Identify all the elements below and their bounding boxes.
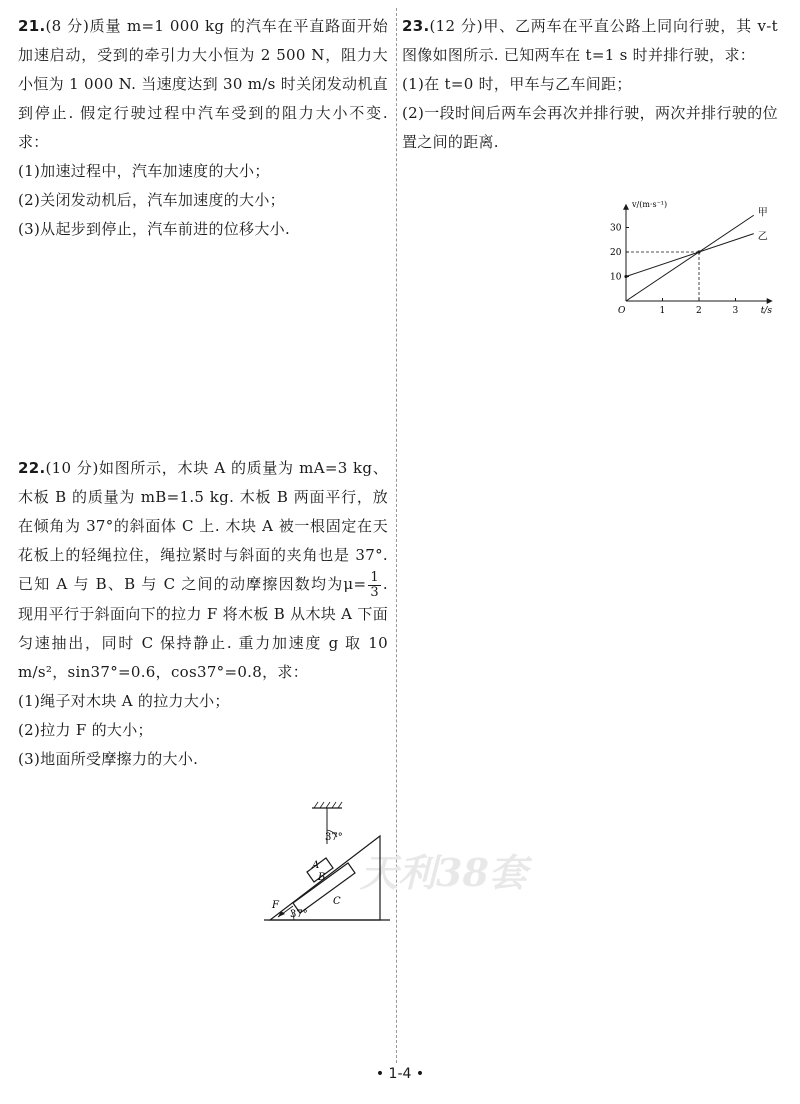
question-stem-continued: . 现用平行于斜面向下的拉力 F 将木板 B 从木块 A 下面匀速抽出，同时 C 保持静止. 重力加速度 g 取 10 m/s²，sin37°=0.6，cos37°=0.8，求： [18,575,388,681]
y-tick-label: 20 [610,248,622,258]
y-tick-label: 30 [610,223,622,234]
intersection-point [697,250,700,253]
question-part: (1)绳子对木块 A 的拉力大小； [18,691,230,710]
x-axis-arrow-icon [767,298,773,304]
x-axis-label: t/s [760,306,772,316]
page-number: • 1-4 • [375,1066,425,1082]
question-part: (2)拉力 F 的大小； [18,720,153,739]
question-stem: (8 分)质量 m=1 000 kg 的汽车在平直路面开始加速启动，受到的牵引力大小恒为 2 500 N，阻力大小恒为 1 000 N. 当速度达到 30 m/s 时关闭发动机直到停止. 假定行驶过程中汽车受到的阻力大小不变. 求： [18,17,388,151]
series-line [626,234,754,277]
y-tick-label: 10 [610,272,622,283]
mu-fraction: $\frac{1}{3}$ [370,569,379,600]
incline-diagram [260,800,527,930]
x-tick-label: 3 [732,306,739,316]
vt-graph [600,196,790,326]
watermark: 天利38套 [360,850,527,895]
origin-label: O [618,306,626,316]
question-part: (1)加速过程中，汽车加速度的大小； [18,162,270,180]
series-start-point [624,275,627,278]
question-22 [18,454,388,774]
series-label: 乙 [757,231,768,243]
label-b: B [318,872,326,883]
question-21 [18,12,388,244]
x-tick-label: 2 [696,306,702,316]
question-part: (2)一段时间后两车会再次并排行驶，两次并排行驶的位置之间的距离. [402,104,778,151]
y-axis-arrow-icon [623,204,629,210]
series-line [626,215,754,301]
question-part: (1)在 t=0 时，甲车与乙车间距； [402,75,632,93]
question-number: 22. [18,459,46,477]
question-part: (3)从起步到停止，汽车前进的位移大小. [18,220,291,238]
question-number: 23. [402,17,430,35]
question-stem: (12 分)甲、乙两车在平直公路上同向行驶，其 v-t 图像如图所示. 已知两车在 t=1 s 时并排行驶，求： [402,17,778,64]
label-f: F [272,900,279,911]
angle-label-bottom: 37° [290,909,308,920]
label-c: C [333,896,341,907]
label-a: A [312,860,320,871]
question-23 [402,12,778,157]
series-label: 甲 [757,207,768,219]
question-number: 21. [18,17,46,35]
ceiling-hatch [314,802,342,808]
x-tick-label: 1 [659,306,666,316]
angle-label-top: 37° [325,832,343,843]
y-axis-label: v/(m·s⁻¹) [632,200,668,209]
arrowhead-icon [278,911,285,917]
question-part: (3)地面所受摩擦力的大小. [18,749,199,768]
question-stem: (10 分)如图所示，木块 A 的质量为 mA=3 kg、木板 B 的质量为 mB=1.5 kg. 木板 B 两面平行，放在倾角为 37°的斜面体 C 上. 木块 A 被一根固定在天花板上的轻绳拉住，绳拉紧时与斜面的夹角也是 37°. 已知 A 与 B、B 与 C 之间的动摩擦因数均为μ= [18,459,388,593]
question-part: (2)关闭发动机后，汽车加速度的大小； [18,191,285,209]
